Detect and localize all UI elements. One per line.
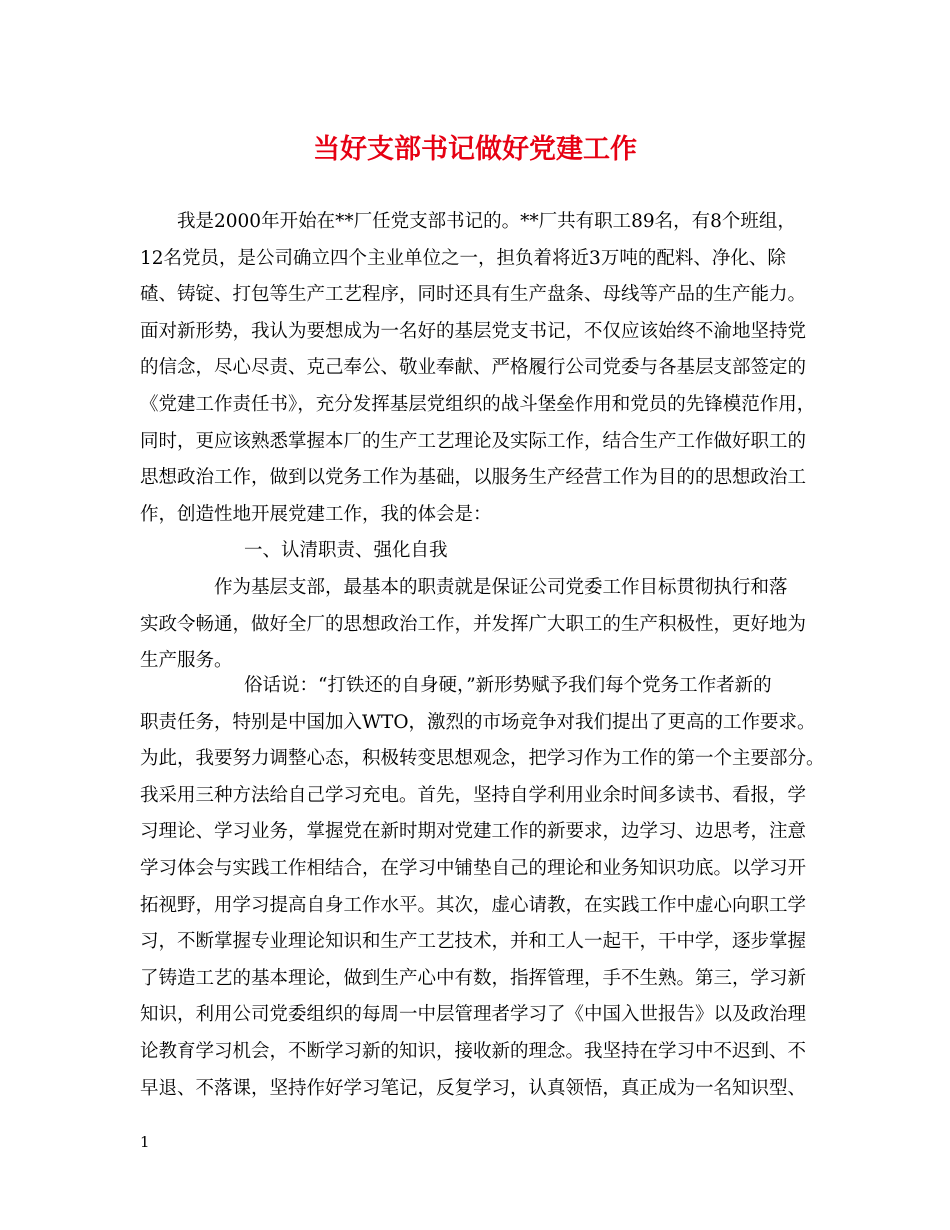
section-heading-text: 一、认清职责、强化自我 — [244, 540, 448, 561]
text-line: 的信念，尽心尽责、克己奉公、敬业奉献、严格履行公司党委与各基层支部签定的 — [140, 357, 807, 379]
text-line: 12名党员，是公司确立四个主业单位之一，担负着将近3万吨的配料、净化、除 — [140, 247, 786, 269]
text-line: 《党建工作责任书》，充分发挥基层党组织的战斗堡垒作用和党员的先锋模范作用， — [140, 393, 816, 415]
paragraph-learning — [140, 668, 825, 1107]
text-line: 作为基层支部，最基本的职责就是保证公司党委工作目标贯彻执行和落 — [214, 577, 788, 598]
section-heading — [244, 533, 448, 570]
text-line: 论教育学习机会，不断学习新的知识，接收新的理念。我坚持在学习中不迟到、不 — [140, 1040, 807, 1062]
text-line: 思想政治工作，做到以党务工作为基础，以服务生产经营工作为目的的思想政治工 — [140, 467, 807, 489]
text-line: 学习体会与实践工作相结合，在学习中铺垫自己的理论和业务知识功底。以学习开 — [140, 857, 807, 879]
text-line: 职责任务，特别是中国加入WTO，激烈的市场竞争对我们提出了更高的工作要求。 — [140, 711, 816, 733]
document-title: 当好支部书记做好党建工作 — [313, 134, 637, 165]
text-line: 我是2000年开始在**厂任党支部书记的。**厂共有职工89名，有8个班组， — [177, 211, 796, 232]
text-line: 了铸造工艺的基本理论，做到生产心中有数，指挥管理，手不生熟。第三，学习新 — [140, 967, 807, 989]
paragraph-intro — [140, 204, 815, 533]
text-line: 实政令畅通，做好全厂的思想政治工作，并发挥广大职工的生产积极性，更好地为 — [140, 613, 807, 635]
paragraph-duties — [140, 570, 806, 680]
text-line: 为此，我要努力调整心态，积极转变思想观念，把学习作为工作的第一个主要部分。 — [140, 748, 825, 770]
text-line: 作，创造性地开展党建工作，我的体会是： — [140, 503, 492, 525]
text-line: 同时，更应该熟悉掌握本厂的生产工艺理论及实际工作，结合生产工作做好职工的 — [140, 430, 807, 452]
text-line: 习，不断掌握专业理论知识和生产工艺技术，并和工人一起干，干中学，逐步掌握 — [140, 931, 807, 953]
text-line: 知识，利用公司党委组织的每周一中层管理者学习了《中国入世报告》以及政治理 — [140, 1004, 807, 1026]
page-number: 1 — [140, 1133, 150, 1151]
text-line: 我采用三种方法给自己学习充电。首先，坚持自学利用业余时间多读书、看报，学 — [140, 784, 807, 806]
text-line: 习理论、学习业务，掌握党在新时期对党建工作的新要求，边学习、边思考，注意 — [140, 821, 807, 843]
text-line: 俗话说：“打铁还的自身硬，”新形势赋予我们每个党务工作者新的 — [244, 675, 772, 696]
text-line: 生产服务。 — [140, 650, 233, 672]
text-line: 拓视野，用学习提高自身工作水平。其次，虚心请教，在实践工作中虚心向职工学 — [140, 894, 807, 916]
text-line: 早退、不落课，坚持作好学习笔记，反复学习，认真领悟，真正成为一名知识型、 — [140, 1077, 807, 1099]
text-line: 面对新形势，我认为要想成为一名好的基层党支书记，不仅应该始终不渝地坚持党 — [140, 320, 807, 342]
text-line: 碴、铸锭、打包等生产工艺程序，同时还具有生产盘条、母线等产品的生产能力。 — [140, 284, 807, 306]
